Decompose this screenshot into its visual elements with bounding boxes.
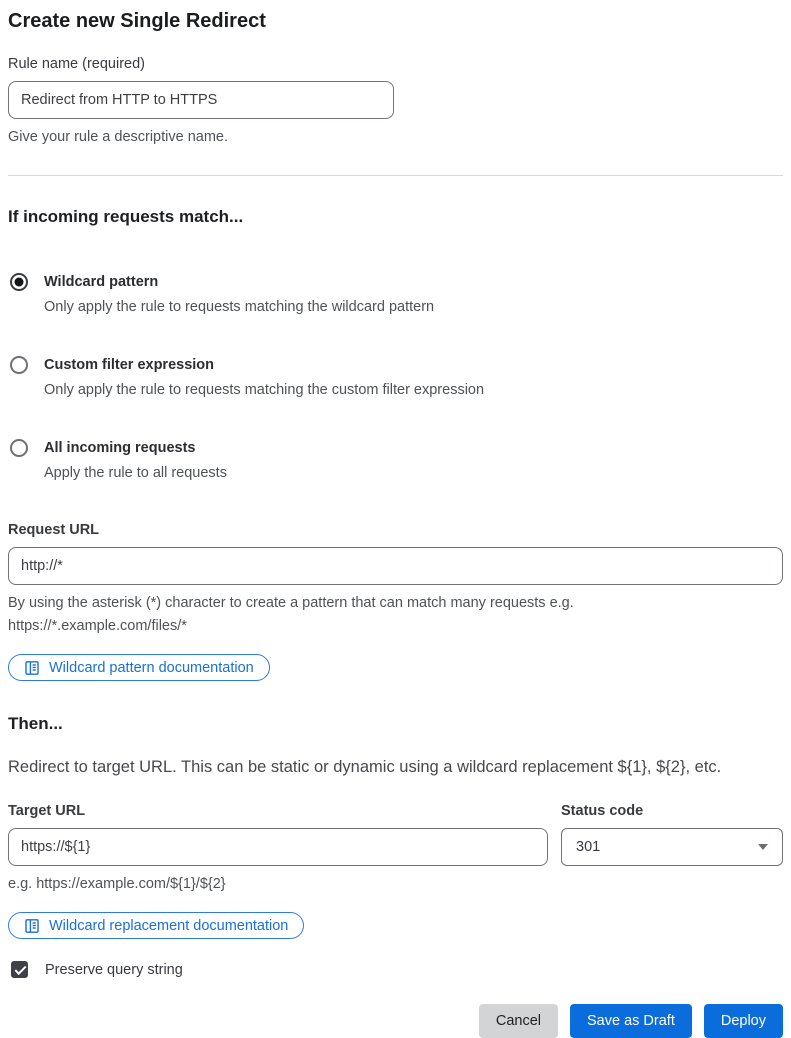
preserve-query-row[interactable] [8,961,783,978]
radio-option-0[interactable] [8,272,783,317]
radio-label: All incoming requests [44,440,196,456]
status-code-label: Status code [561,803,644,819]
request-url-label: Request URL [8,522,100,538]
preserve-query-label: Preserve query string [45,961,183,978]
page-title: Create new Single Redirect [8,10,266,32]
radio-button-all-requests[interactable] [10,439,28,457]
radio-description: Apply the rule to all requests [44,465,227,481]
target-url-helper: e.g. https://example.com/${1}/${2} [8,876,226,892]
radio-option-1[interactable] [8,355,783,400]
wildcard-replacement-docs-button[interactable] [8,912,304,939]
rule-name-helper: Give your rule a descriptive name. [8,129,229,145]
radio-option-2[interactable] [8,438,783,483]
then-section-heading: Then... [8,714,63,733]
radio-description: Only apply the rule to requests matching the wildcard pattern [44,299,435,315]
book-icon [24,918,40,934]
radio-label: Custom filter expression [44,357,215,373]
match-section-heading: If incoming requests match... [8,207,244,226]
request-url-helper-line1: By using the asterisk (*) character to create a pattern that can match many requests e.g. [8,595,574,611]
status-code-select[interactable] [561,828,783,866]
section-divider [8,175,783,176]
footer-actions [8,1004,783,1038]
target-url-label: Target URL [8,803,86,819]
save-as-draft-button[interactable]: Save as Draft [570,1004,692,1038]
doc-pill-label: Wildcard replacement documentation [49,917,289,934]
wildcard-pattern-docs-button[interactable] [8,654,270,681]
rule-name-input[interactable] [8,81,394,119]
radio-label: Wildcard pattern [44,274,159,290]
rule-name-label: Rule name (required) [8,56,146,72]
chevron-down-icon [758,844,768,850]
status-code-value: 301 [576,839,601,855]
preserve-query-checkbox[interactable] [11,961,28,978]
radio-description: Only apply the rule to requests matching the custom filter expression [44,382,485,398]
request-url-helper-line2: https://*.example.com/files/* [8,618,187,634]
then-description: Redirect to target URL. This can be static or dynamic using a wildcard replacement ${1}, ${2}, etc. [8,758,722,776]
request-url-input[interactable] [8,547,783,585]
target-url-input[interactable] [8,828,548,866]
cancel-button[interactable]: Cancel [479,1004,558,1038]
doc-pill-label: Wildcard pattern documentation [49,659,254,676]
radio-button-custom-filter[interactable] [10,356,28,374]
deploy-button[interactable]: Deploy [704,1004,783,1038]
book-icon [24,660,40,676]
radio-button-wildcard[interactable] [10,273,28,291]
match-type-radio-group [8,272,783,483]
